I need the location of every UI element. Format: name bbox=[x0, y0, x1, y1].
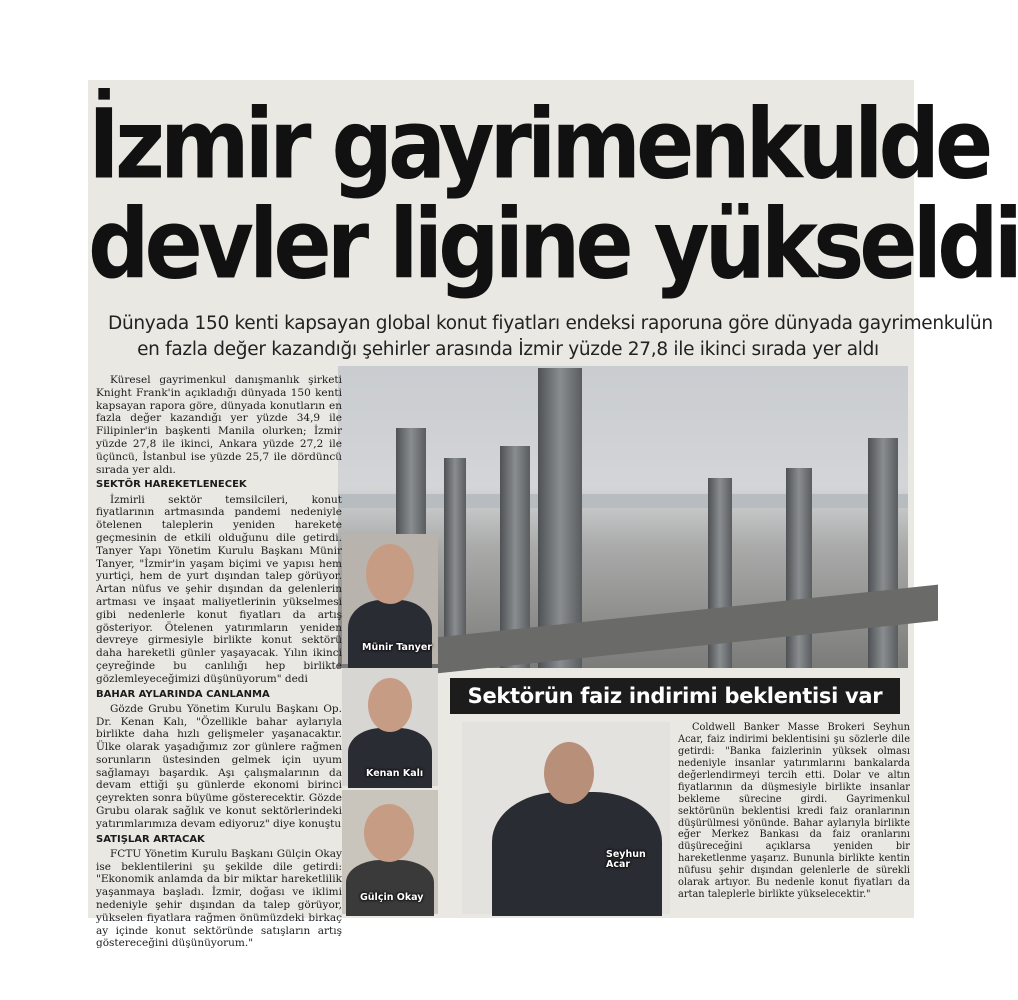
caption-seyhun-acar bbox=[606, 850, 646, 871]
body-paragraph: FCTU Yönetim Kurulu Başkanı Gülçin Okay ise beklentilerini şu şekilde dile getirdi: "Ekonomik anlamda da bir miktar hareketlilik yaşanmaya başladı. İzmir, doğası ve iklimi nedeniyle şehir dışından da talep görüyor, yükselen fiyatlara rağmen önümüzdeki birkaç ay içinde konut sektöründe satışların artış göstereceğini düşünüyorum." bbox=[96, 847, 342, 950]
tower bbox=[786, 468, 812, 668]
suit bbox=[346, 860, 434, 916]
tower bbox=[868, 438, 898, 668]
portrait-seyhun-acar bbox=[462, 722, 670, 914]
subheadline-banner: Sektörün faiz indirimi beklentisi var bbox=[450, 678, 900, 714]
headline-line-2: devler ligine yükseldi bbox=[88, 189, 1018, 301]
suit bbox=[348, 600, 432, 670]
caption-seyhun-acar-text: Seyhun Acar bbox=[606, 849, 646, 871]
face bbox=[544, 742, 594, 804]
left-article-column bbox=[96, 374, 342, 950]
face bbox=[368, 678, 412, 732]
suit bbox=[348, 728, 432, 788]
face bbox=[366, 544, 414, 604]
face bbox=[364, 804, 414, 862]
section-heading: SEKTÖR HAREKETLENECEK bbox=[96, 479, 247, 491]
caption-gulcin-okay: Gülçin Okay bbox=[360, 892, 424, 903]
section-heading: SATIŞLAR ARTACAK bbox=[96, 833, 205, 845]
deck-line-2: en fazla değer kazandığı şehirler arasında İzmir yüzde 27,8 ile ikinci sırada yer aldı bbox=[137, 339, 879, 360]
body-paragraph: Gözde Grubu Yönetim Kurulu Başkanı Op. Dr. Kenan Kalı, "Özellikle bahar aylarıyla birlikte daha hızlı gelişmeler yaşanacaktır. Ülke olarak yaşadığımız zor günlere rağmen sorunların üstesinden gelmek için uyum sağlamayı başardık. Aşı çalışmalarının da devam ettiği şu günlerde ekonomi birinci çeyrekten sonra büyüme gösterecektir. Gözde Grubu olarak sağlık ve konut sektörlerindeki yatırımlarımıza devam ediyoruz" diye konuştu bbox=[96, 702, 342, 830]
body-paragraph: Coldwell Banker Masse Brokeri Seyhun Acar, faiz indirimi beklentisini şu sözlerle dile getirdi: "Banka faizlerinin yüksek olması nedeniyle insanlar yatırımlarını bankalarda değerlendirmeyi tercih etti. Dolar ve altın fiyatlarının da düşmesiyle birlikte insanlar bekleme sürecine girdi. Gayrimenkul sektörünün beklentisi kredi faiz oranlarının düşürülmesi yönünde. Bahar aylarıyla birlikte eğer Merkez Bankası da faiz oranlarını düşüreceğini açıklarsa yeniden bir hareketlenme yaşarız. Bununla birlikte kentin nüfusu şehir dışından gelenlerle de sürekli olarak artıyor. Bu nedenle konut fiyatları da artan taleplerle birlikte yükselecektir." bbox=[678, 722, 910, 901]
caption-munir-tanyer: Münir Tanyer bbox=[362, 642, 432, 653]
right-article-column bbox=[678, 722, 910, 901]
newspaper-clipping bbox=[88, 80, 1018, 950]
deck-line-1: Dünyada 150 kenti kapsayan global konut fiyatları endeksi raporuna göre dünyada gayrimenkulün bbox=[108, 313, 993, 334]
section-heading: BAHAR AYLARINDA CANLANMA bbox=[96, 688, 270, 700]
caption-kenan-kali: Kenan Kalı bbox=[366, 768, 424, 779]
body-paragraph: İzmirli sektör temsilcileri, konut fiyatlarının artmasında pandemi nedeniyle ötelenen taleplerin yeniden harekete geçmesinin de etkili olduğunu dile getirdi. Tanyer Yapı Yönetim Kurulu Başkanı Münir Tanyer, "İzmir'in yaşam biçimi ve yapısı hem yurtiçi, hem de yurt dışından talep görüyor. Artan nüfus ve şehir dışından da gelenlerin artması ve inşaat maliyetlerinin yükselmesi gibi nedenlerle konut fiyatları da artış gösteriyor. Ötelenen yatırımların yeniden devreye girmesiyle birlikte konut sektörü daha hareketli günler yaşayacak. Yılın ikinci çeyreğinde bu canlılığı hep birlikte gözlemleyeceğimizi düşünüyorum" dedi bbox=[96, 493, 342, 685]
intro-paragraph: Küresel gayrimenkul danışmanlık şirketi Knight Frank'in açıkladığı dünyada 150 kenti kapsayan rapora göre, dünyada konutların en fazla değer kazandığı yer yüzde 34,9 ile Filipinler'in başkenti Manila olurken; İzmir yüzde 27,8 ile ikinci, Ankara yüzde 27,2 ile üçüncü, İstanbul ise yüzde 25,7 ile dördüncü sırada yer aldı. bbox=[96, 374, 342, 476]
highway bbox=[418, 585, 938, 676]
headline-line-1: İzmir gayrimenkulde bbox=[88, 89, 989, 201]
